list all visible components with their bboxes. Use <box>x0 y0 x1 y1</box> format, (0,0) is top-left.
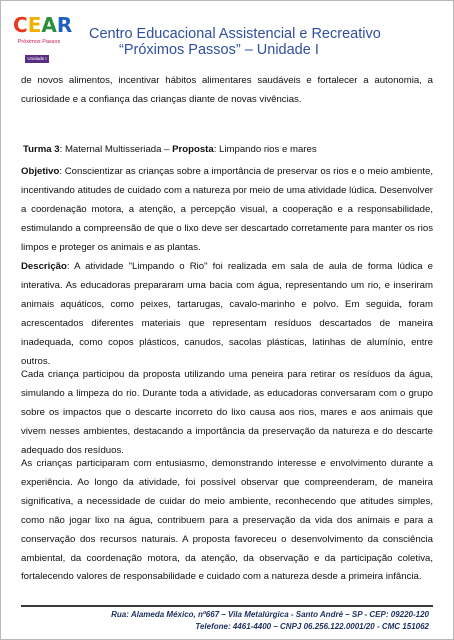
logo-letters: CEAR <box>13 13 73 37</box>
header-subtitle: “Próximos Passos” – Unidade I <box>119 42 319 58</box>
descricao-paragraph <box>21 258 433 371</box>
logo-badge: Unidade I <box>25 55 49 63</box>
cada-paragraph: Cada criança participou da proposta utilizando uma peneira para retirar os resíduos da água, simulando a limpeza do rio. Durante toda a atividade, as educadoras conversaram com o grupo sobre os impactos que o descarte incorreto do lixo causa aos rios, mares e aos animais que vivem nesses ambientes, destacando a importância da preservação da natureza e do descarte adequado dos resíduos. <box>21 369 433 456</box>
descricao-label: Descrição <box>21 261 67 272</box>
objetivo-label: Objetivo <box>21 166 60 177</box>
footer-phone: Telefone: 4461-4400 – CNPJ 06.256.122.0001/20 - CMC 151062 <box>195 622 429 631</box>
criancas-paragraph: As crianças participaram com entusiasmo, demonstrando interesse e envolvimento durante a experiência. Ao longo da atividade, foi possível observar que compreenderam, de maneira significativa, a necessidade de cuidar do meio ambiente, reconhecendo que atitudes simples, como não jogar lixo na água, contribuem para a preservação da vida dos animais e para a conservação dos recursos naturais. A proposta favoreceu o desenvolvimento da consciência ambiental, da coordenação motora, da atenção, da observação e da participação coletiva, fortalecendo valores de responsabilidade e cuidado com a natureza desde a primeira infância. <box>21 458 433 583</box>
intro-paragraph: de novos alimentos, incentivar hábitos alimentares saudáveis e fortalecer a autonomia, a curiosidade e a confiança das crianças diante de novas vivências. <box>21 75 433 105</box>
footer-address: Rua: Alameda México, nº667 – Vila Metalúrgica - Santo André – SP - CEP: 09220-120 <box>111 610 429 619</box>
turma-text: : Maternal Multisseriada – <box>59 144 170 155</box>
header-title: Centro Educacional Assistencial e Recreativo <box>89 26 381 42</box>
descricao-text: : A atividade "Limpando o Rio" foi realizada em sala de aula de forma lúdica e interativa. As educadoras prepararam uma bacia com água, representando um rio, e inseriram animais aquáticos, como peixes, tartarugas, cavalo-marinho e polvo. Em seguida, foram acrescentados diferentes materiais que representam resíduos descartados de maneira inadequada, como copos plásticos, canudos, sacolas plásticas, latinhas de alumínio, entre outros. <box>21 261 433 367</box>
turma-label: Turma 3 <box>23 144 60 155</box>
turma-line <box>23 141 435 160</box>
proposta-label: Proposta <box>172 144 214 155</box>
objetivo-paragraph <box>21 163 433 258</box>
cear-logo <box>13 11 73 65</box>
proposta-text: : Limpando rios e mares <box>213 144 317 155</box>
footer-divider <box>21 605 433 607</box>
logo-subtitle: Próximos Passos <box>17 39 61 45</box>
objetivo-text: : Conscientizar as crianças sobre a importância de preservar os rios e o meio ambiente, incentivando atitudes de cuidado com a natureza por meio de uma atividade lúdica. Desenvolver a coordenação motora, a atenção, a percepção visual, a cooperação e a responsabilidade, estimulando a compreensão de que o lixo deve ser descartado corretamente para manter os rios limpos e proteger os animais e as plantas. <box>21 166 433 253</box>
